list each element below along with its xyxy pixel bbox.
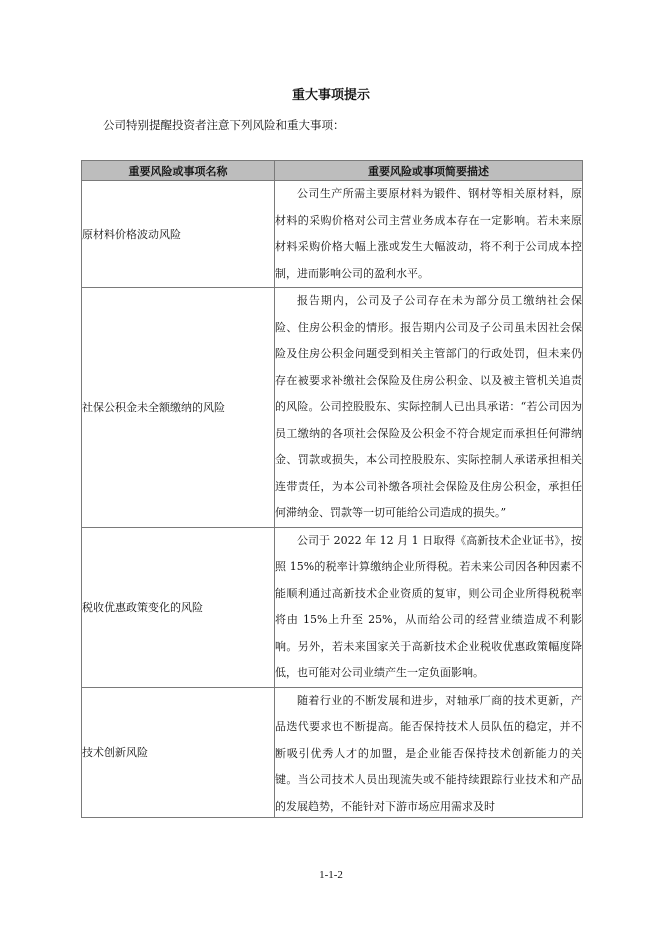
intro-text: 公司特别提醒投资者注意下列风险和重大事项：: [103, 118, 345, 132]
risk-name: 原材料价格波动风险: [82, 181, 275, 288]
table-row: [82, 687, 583, 817]
header-risk-name: 重要风险或事项名称: [82, 161, 275, 181]
risk-name: 技术创新风险: [82, 687, 275, 817]
risk-name: 社保公积金未全额缴纳的风险: [82, 288, 275, 528]
page-number: 1-1-2: [319, 869, 343, 881]
table-row: [82, 527, 583, 687]
risk-name: 税收优惠政策变化的风险: [82, 527, 275, 687]
risk-description: 报告期内，公司及子公司存在未为部分员工缴纳社会保险、住房公积金的情形。报告期内公司及子公司虽未因社会保险及住房公积金问题受到相关主管部门的行政处罚，但未来仍存在被要求补缴社会保险及住房公积金、以及被主管机关追责的风险。公司控股股东、实际控制人已出具承诺：“若公司因为员工缴纳的各项社会保险及公积金不符合规定而承担任何滞纳金、罚款或损失，本公司控股股东、实际控制人承诺承担相关连带责任，为本公司补缴各项社会保险及住房公积金，承担任何滞纳金、罚款等一切可能给公司造成的损失。”: [275, 288, 583, 528]
risk-table: [81, 160, 583, 818]
table-row: [82, 288, 583, 528]
header-risk-description: 重要风险或事项简要描述: [275, 161, 583, 181]
table-header-row: [82, 161, 583, 181]
table-row: [82, 181, 583, 288]
risk-description: 随着行业的不断发展和进步，对轴承厂商的技术更新，产品迭代要求也不断提高。能否保持技术人员队伍的稳定，并不断吸引优秀人才的加盟，是企业能否保持技术创新能力的关键。当公司技术人员出现流失或不能持续跟踪行业技术和产品的发展趋势，不能针对下游市场应用需求及时: [275, 687, 583, 817]
risk-description: 公司于 2022 年 12 月 1 日取得《高新技术企业证书》，按照 15%的税率计算缴纳企业所得税。若未来公司因各种因素不能顺利通过高新技术企业资质的复审，则公司企业所得税税率将由 15%上升至 25%，从而给公司的经营业绩造成不利影响。另外，若未来国家关于高新技术企业税收优惠政策幅度降低，也可能对公司业绩产生一定负面影响。: [275, 527, 583, 687]
page-title: 重大事项提示: [291, 88, 370, 103]
risk-description: 公司生产所需主要原材料为锻件、钢材等相关原材料，原材料的采购价格对公司主营业务成本存在一定影响。若未来原材料采购价格大幅上涨或发生大幅波动，将不利于公司成本控制，进而影响公司的盈利水平。: [275, 181, 583, 288]
